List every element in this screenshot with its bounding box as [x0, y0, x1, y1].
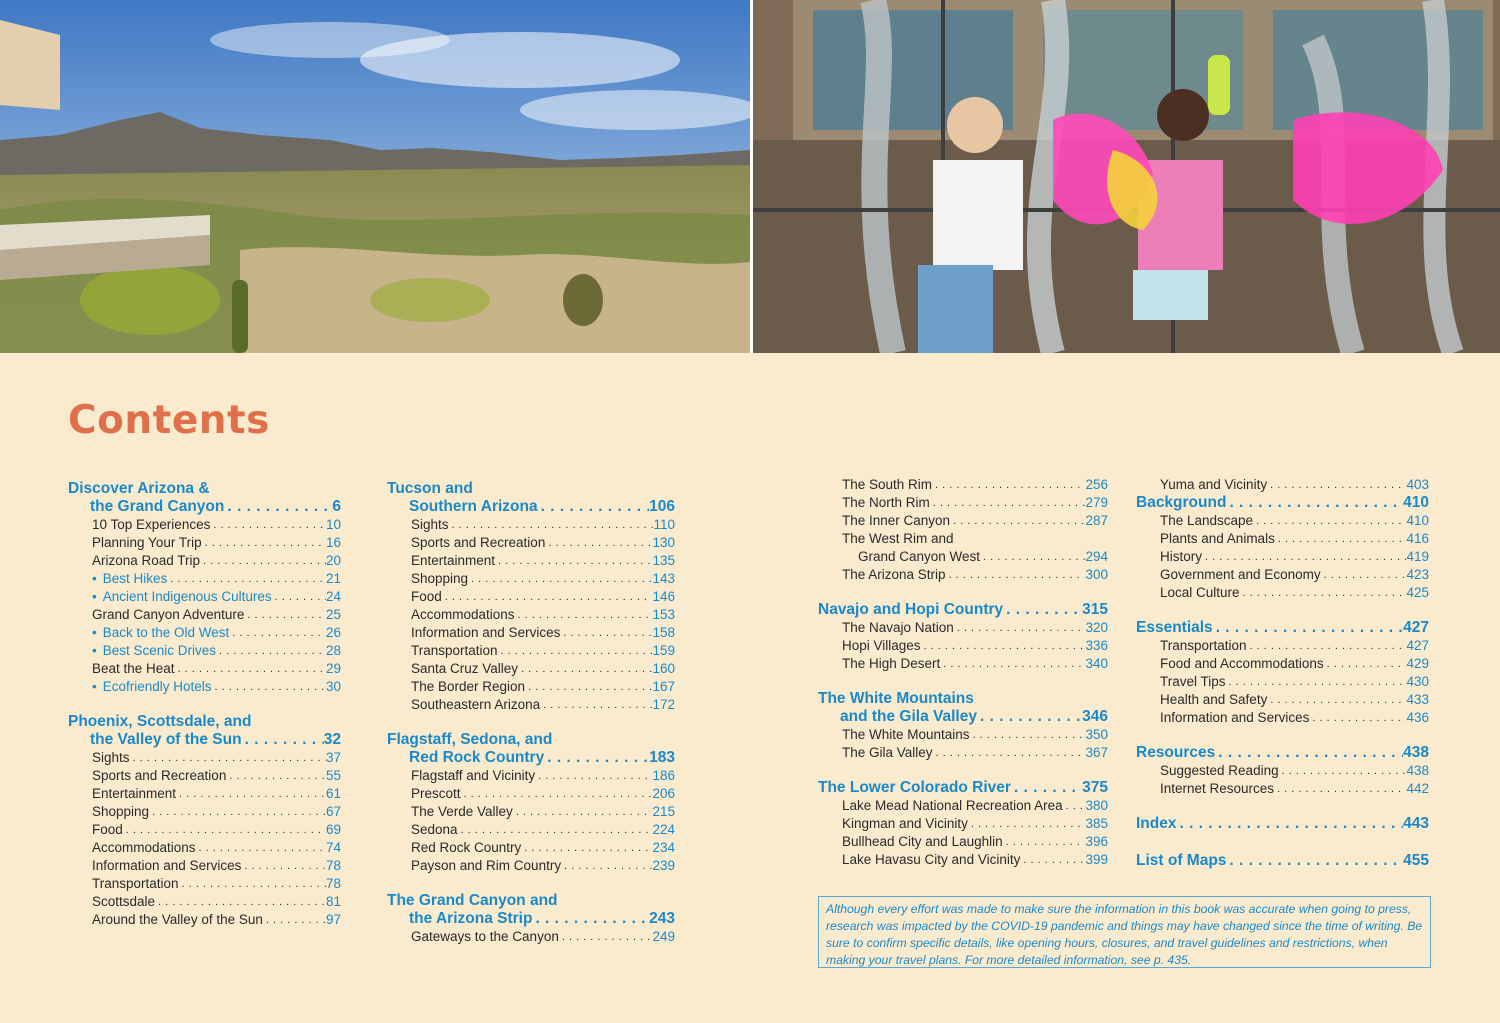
toc-entry[interactable] [1136, 548, 1429, 566]
entry-label: Grand Canyon Adventure [92, 607, 245, 622]
toc-entry[interactable] [1136, 780, 1429, 798]
entry-page: 37 [325, 750, 341, 765]
entry-page: 410 [1406, 513, 1429, 528]
entry-label: Sights [92, 750, 130, 765]
entry-label: The South Rim [842, 477, 933, 492]
toc-entry[interactable] [68, 606, 341, 624]
toc-entry[interactable] [387, 516, 675, 534]
toc-entry[interactable] [1136, 709, 1429, 727]
toc-entry[interactable] [1136, 566, 1429, 584]
entry-label: Sedona [411, 822, 458, 837]
entry-label: The West Rim and [842, 531, 954, 546]
toc-section-white-mountains[interactable] [818, 690, 1108, 726]
toc-entry[interactable] [818, 655, 1108, 673]
toc-entry[interactable] [1136, 584, 1429, 602]
entry-label: 10 Top Experiences [92, 517, 211, 532]
toc-entry[interactable] [818, 726, 1108, 744]
toc-section-essentials[interactable] [1136, 619, 1429, 637]
toc-entry[interactable] [387, 552, 675, 570]
entry-label: Transportation [92, 876, 179, 891]
entry-label: Health and Safety [1160, 692, 1268, 707]
entry-page: 97 [325, 912, 341, 927]
toc-entry[interactable] [68, 857, 341, 875]
entry-page: 20 [325, 553, 341, 568]
toc-column-4 [1136, 476, 1429, 870]
entry-label: Beat the Heat [92, 661, 175, 676]
toc-section-flagstaff[interactable] [387, 731, 675, 767]
section-title: The Lower Colorado River [818, 779, 1011, 796]
toc-entry[interactable] [387, 624, 675, 642]
toc-section-discover[interactable] [68, 480, 341, 516]
section-page: 183 [649, 749, 675, 766]
toc-section-background[interactable] [1136, 494, 1429, 512]
toc-entry[interactable] [818, 833, 1108, 851]
entry-page: 167 [652, 679, 675, 694]
entry-label: Scottsdale [92, 894, 156, 909]
entry-page: 385 [1085, 816, 1108, 831]
entry-label: Sports and Recreation [411, 535, 546, 550]
entry-label: Information and Services [92, 858, 242, 873]
toc-section-grand-canyon[interactable] [387, 892, 675, 928]
toc-entry[interactable] [387, 821, 675, 839]
entry-page: 67 [325, 804, 341, 819]
entry-page: 29 [325, 661, 341, 676]
section-page: 427 [1403, 619, 1429, 636]
desert-landscape-photo [0, 0, 750, 353]
entry-label: Sights [411, 517, 449, 532]
entry-page: 427 [1406, 638, 1429, 653]
toc-entry[interactable] [68, 911, 341, 929]
section-title: Essentials [1136, 619, 1213, 636]
entry-label: Red Rock Country [411, 840, 522, 855]
toc-entry[interactable] [1136, 512, 1429, 530]
toc-entry[interactable] [68, 875, 341, 893]
entry-page: 143 [652, 571, 675, 586]
entry-page: 160 [652, 661, 675, 676]
toc-entry[interactable] [818, 476, 1108, 494]
entry-label: Entertainment [411, 553, 496, 568]
toc-entry[interactable] [387, 928, 675, 946]
toc-subentry[interactable] [68, 570, 341, 588]
entry-page: 146 [652, 589, 675, 604]
entry-page: 30 [325, 679, 341, 694]
entry-page: 433 [1406, 692, 1429, 707]
entry-label: • Back to the Old West [92, 624, 229, 642]
entry-label: Accommodations [411, 607, 515, 622]
section-title: List of Maps [1136, 852, 1227, 869]
section-page: 106 [649, 498, 675, 515]
toc-entry[interactable] [818, 744, 1108, 762]
section-page: 410 [1403, 494, 1429, 511]
toc-entry[interactable] [387, 534, 675, 552]
entry-label: Arizona Road Trip [92, 553, 201, 568]
entry-page: 215 [652, 804, 675, 819]
toc-column-1 [68, 480, 341, 929]
toc-entry[interactable] [68, 803, 341, 821]
entry-page: 78 [325, 858, 341, 873]
entry-page: 61 [325, 786, 341, 801]
entry-label: The Inner Canyon [842, 513, 951, 528]
toc-entry[interactable] [387, 606, 675, 624]
entry-label: Lake Havasu City and Vicinity [842, 852, 1021, 867]
entry-label: Lake Mead National Recreation Area [842, 798, 1063, 813]
entry-label: Internet Resources [1160, 781, 1275, 796]
toc-entry[interactable] [68, 552, 341, 570]
toc-entry[interactable] [818, 637, 1108, 655]
section-page: 438 [1403, 744, 1429, 761]
toc-entry[interactable] [1136, 476, 1429, 494]
entry-label: • Ecofriendly Hotels [92, 678, 212, 696]
entry-label: Flagstaff and Vicinity [411, 768, 536, 783]
section-title-line1: Phoenix, Scottsdale, and [68, 713, 252, 730]
toc-section-phoenix[interactable] [68, 713, 341, 749]
entry-page: 436 [1406, 710, 1429, 725]
section-title-line1: The Grand Canyon and [387, 892, 558, 909]
entry-page: 239 [652, 858, 675, 873]
toc-entry[interactable] [68, 839, 341, 857]
toc-entry[interactable] [1136, 637, 1429, 655]
entry-page: 158 [652, 625, 675, 640]
entry-label: Suggested Reading [1160, 763, 1279, 778]
toc-entry[interactable] [818, 851, 1108, 869]
entry-page: 21 [325, 571, 341, 586]
entry-page: 135 [652, 553, 675, 568]
entry-page: 425 [1406, 585, 1429, 600]
entry-page: 69 [325, 822, 341, 837]
entry-page: 300 [1085, 567, 1108, 582]
toc-column-2 [387, 480, 675, 946]
section-title-line2: the Grand Canyon [90, 498, 225, 515]
entry-label: Food [411, 589, 442, 604]
entry-page: 279 [1085, 495, 1108, 510]
contents-title: Contents [68, 398, 270, 443]
toc-entry[interactable] [68, 893, 341, 911]
section-page: 315 [1082, 601, 1108, 618]
entry-page: 256 [1085, 477, 1108, 492]
section-title-line2: the Arizona Strip [409, 910, 533, 927]
entry-page: 10 [325, 517, 341, 532]
section-title: Index [1136, 815, 1177, 832]
entry-page: 320 [1085, 620, 1108, 635]
entry-page: 26 [325, 625, 341, 640]
entry-label: Information and Services [411, 625, 561, 640]
entry-label: Payson and Rim Country [411, 858, 562, 873]
entry-page: 28 [325, 643, 341, 658]
entry-label: Accommodations [92, 840, 196, 855]
entry-label: Bullhead City and Laughlin [842, 834, 1003, 849]
children-museum-photo [753, 0, 1500, 353]
entry-page: 423 [1406, 567, 1429, 582]
entry-page: 249 [652, 929, 675, 944]
toc-entry[interactable] [1136, 673, 1429, 691]
entry-page: 206 [652, 786, 675, 801]
section-title: Background [1136, 494, 1227, 511]
toc-subentry[interactable] [68, 588, 341, 606]
toc-entry[interactable] [387, 803, 675, 821]
entry-label: Yuma and Vicinity [1160, 477, 1268, 492]
section-title-line1: Tucson and [387, 480, 473, 497]
entry-page: 16 [325, 535, 341, 550]
toc-entry[interactable] [387, 767, 675, 785]
entry-page: 55 [325, 768, 341, 783]
entry-label: Food and Accommodations [1160, 656, 1324, 671]
entry-page: 419 [1406, 549, 1429, 564]
entry-label: The Verde Valley [411, 804, 513, 819]
entry-page: 81 [325, 894, 341, 909]
section-title-line1: Discover Arizona & [68, 480, 210, 497]
toc-entry[interactable] [68, 767, 341, 785]
entry-label: Shopping [92, 804, 150, 819]
entry-page: 396 [1085, 834, 1108, 849]
entry-page: 186 [652, 768, 675, 783]
section-page: 32 [323, 731, 341, 748]
entry-label: Government and Economy [1160, 567, 1321, 582]
toc-entry[interactable] [387, 588, 675, 606]
entry-label: Santa Cruz Valley [411, 661, 519, 676]
toc-section-tucson[interactable] [387, 480, 675, 516]
entry-page: 110 [653, 517, 675, 532]
section-page: 455 [1403, 852, 1429, 869]
entry-label: Shopping [411, 571, 469, 586]
entry-page: 153 [652, 607, 675, 622]
entry-label: The Border Region [411, 679, 526, 694]
section-page: 375 [1082, 779, 1108, 796]
entry-label: Prescott [411, 786, 461, 801]
entry-label: Transportation [1160, 638, 1247, 653]
toc-entry[interactable] [1136, 762, 1429, 780]
entry-page: 430 [1406, 674, 1429, 689]
entry-label: Kingman and Vicinity [842, 816, 968, 831]
entry-label: • Ancient Indigenous Cultures [92, 588, 272, 606]
toc-entry[interactable] [818, 815, 1108, 833]
section-page: 443 [1403, 815, 1429, 832]
entry-page: 380 [1085, 798, 1108, 813]
toc-entry[interactable] [818, 797, 1108, 815]
entry-page: 416 [1406, 531, 1429, 546]
entry-page: 336 [1085, 638, 1108, 653]
section-title-line2: Red Rock Country [409, 749, 545, 766]
toc-section-list-of-maps[interactable] [1136, 852, 1429, 870]
section-title-line2: Southern Arizona [409, 498, 538, 515]
toc-section-index[interactable] [1136, 815, 1429, 833]
entry-page: 25 [325, 607, 341, 622]
toc-entry[interactable] [68, 749, 341, 767]
entry-label: Food [92, 822, 123, 837]
entry-label: Southeastern Arizona [411, 697, 541, 712]
toc-entry[interactable] [818, 494, 1108, 512]
entry-label: Information and Services [1160, 710, 1310, 725]
entry-page: 438 [1406, 763, 1429, 778]
toc-entry[interactable] [387, 570, 675, 588]
section-title: Resources [1136, 744, 1216, 761]
entry-label: Travel Tips [1160, 674, 1226, 689]
entry-page: 340 [1085, 656, 1108, 671]
toc-section-navajo[interactable] [818, 601, 1108, 619]
toc-subentry[interactable] [68, 642, 341, 660]
toc-entry[interactable] [387, 839, 675, 857]
entry-label: Transportation [411, 643, 498, 658]
entry-page: 442 [1406, 781, 1429, 796]
entry-label: • Best Scenic Drives [92, 642, 216, 660]
entry-label: The Arizona Strip [842, 567, 946, 582]
entry-label: The Landscape [1160, 513, 1254, 528]
entry-label-line2: Grand Canyon West [858, 549, 981, 564]
section-title-line2: and the Gila Valley [840, 708, 977, 725]
entry-label: Sports and Recreation [92, 768, 227, 783]
toc-entry[interactable] [1136, 691, 1429, 709]
toc-entry[interactable] [387, 785, 675, 803]
toc-section-resources[interactable] [1136, 744, 1429, 762]
entry-page: 287 [1085, 513, 1108, 528]
entry-page: 403 [1406, 477, 1429, 492]
entry-label: Plants and Animals [1160, 531, 1275, 546]
toc-entry[interactable] [68, 660, 341, 678]
toc-entry[interactable] [68, 534, 341, 552]
toc-subentry[interactable] [68, 678, 341, 696]
entry-label: • Best Hikes [92, 570, 167, 588]
entry-label: The Gila Valley [842, 745, 933, 760]
section-title: Navajo and Hopi Country [818, 601, 1004, 618]
toc-entry[interactable] [818, 566, 1108, 584]
toc-entry[interactable] [818, 512, 1108, 530]
entry-label: Around the Valley of the Sun [92, 912, 263, 927]
entry-page: 172 [652, 697, 675, 712]
toc-subentry[interactable] [68, 624, 341, 642]
section-page: 6 [332, 498, 341, 515]
entry-label: Hopi Villages [842, 638, 921, 653]
entry-page: 367 [1085, 745, 1108, 760]
toc-entry[interactable] [68, 785, 341, 803]
section-page: 346 [1082, 708, 1108, 725]
entry-label: The Navajo Nation [842, 620, 954, 635]
entry-label: History [1160, 549, 1203, 564]
entry-page: 74 [325, 840, 341, 855]
toc-entry[interactable] [68, 821, 341, 839]
entry-page: 294 [1085, 549, 1108, 564]
toc-entry[interactable] [387, 857, 675, 875]
toc-entry[interactable] [818, 530, 1108, 566]
entry-label: Entertainment [92, 786, 177, 801]
entry-page: 224 [652, 822, 675, 837]
section-title-line2: the Valley of the Sun [90, 731, 242, 748]
entry-label: Gateways to the Canyon [411, 929, 559, 944]
entry-page: 78 [325, 876, 341, 891]
entry-label: Local Culture [1160, 585, 1240, 600]
entry-page: 350 [1085, 727, 1108, 742]
toc-entry[interactable] [818, 619, 1108, 637]
entry-page: 234 [652, 840, 675, 855]
entry-page: 130 [652, 535, 675, 550]
toc-entry[interactable] [68, 516, 341, 534]
toc-entry[interactable] [387, 696, 675, 714]
entry-label: The North Rim [842, 495, 930, 510]
section-title-line1: The White Mountains [818, 690, 974, 707]
section-title-line1: Flagstaff, Sedona, and [387, 731, 553, 748]
toc-entry[interactable] [1136, 530, 1429, 548]
toc-entry[interactable] [1136, 655, 1429, 673]
section-page: 243 [649, 910, 675, 927]
toc-entry[interactable] [387, 678, 675, 696]
toc-column-3 [818, 476, 1108, 869]
entry-label: Planning Your Trip [92, 535, 202, 550]
entry-page: 24 [325, 589, 341, 604]
toc-entry[interactable] [387, 660, 675, 678]
entry-page: 159 [652, 643, 675, 658]
entry-page: 429 [1406, 656, 1429, 671]
entry-label: The White Mountains [842, 727, 970, 742]
entry-page: 399 [1085, 852, 1108, 867]
toc-entry[interactable] [387, 642, 675, 660]
entry-label: The High Desert [842, 656, 941, 671]
toc-section-lower-colorado[interactable] [818, 779, 1108, 797]
covid-disclaimer-note: Although every effort was made to make sure the information in this book was accurate when going to press, research was impacted by the COVID-19 pandemic and things may have changed since the time of writing. Be sure to confirm specific details, like opening hours, closures, and travel guidelines and restrictions, when making your travel plans. For more detailed information, see p. 435. [818, 896, 1431, 968]
